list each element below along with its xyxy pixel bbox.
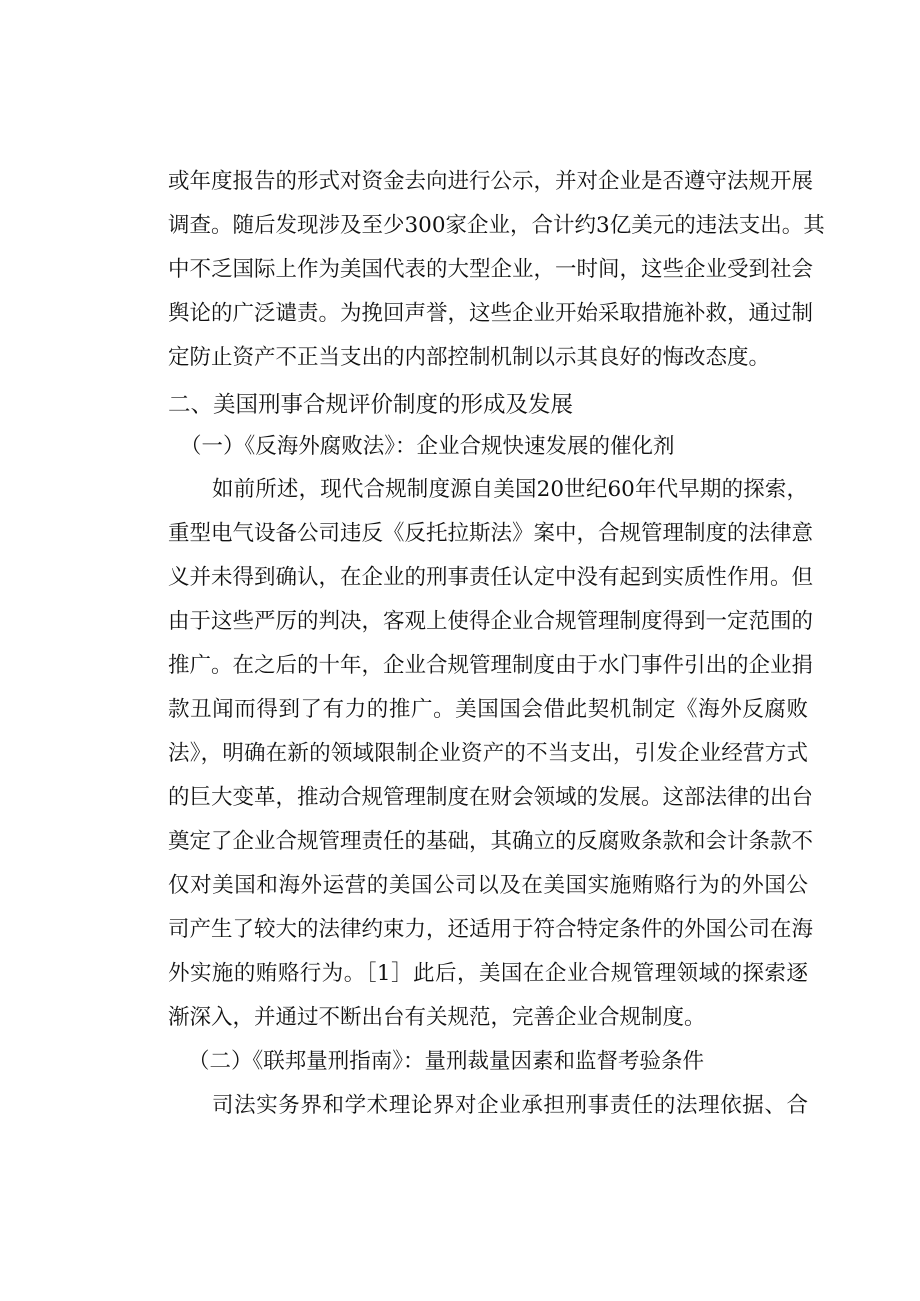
- paragraph2-line-8: 的巨大变革，推动合规管理制度在财会领域的发展。这部法律的出台: [168, 785, 814, 810]
- paragraph2-line-6: 款丑闻而得到了有力的推广。美国国会借此契机制定《海外反腐败: [168, 697, 808, 722]
- paragraph2-line-7: 法》，明确在新的领域限制企业资产的不当支出，引发企业经营方式: [168, 741, 808, 766]
- subsection2-heading: （二）《联邦量刑指南》：量刑裁量因素和监督考验条件: [188, 1049, 705, 1074]
- paragraph2-line-12: 外实施的贿赂行为。［1］此后，美国在企业合规管理领域的探索逐: [168, 961, 808, 986]
- paragraph1-line-5: 定防止资产不正当支出的内部控制机制以示其良好的悔改态度。: [168, 345, 771, 370]
- paragraph1-line-1: 或年度报告的形式对资金去向进行公示，并对企业是否遵守法规开展: [168, 169, 814, 194]
- paragraph2-line-1: 如前所述，现代合规制度源自美国20世纪60年代早期的探索，: [212, 477, 808, 502]
- section-heading: 二、美国刑事合规评价制度的形成及发展: [168, 392, 574, 418]
- paragraph1-line-4: 舆论的广泛谴责。为挽回声誉，这些企业开始采取措施补救，通过制: [168, 301, 814, 326]
- paragraph1-line-2: 调查。随后发现涉及至少300家企业，合计约3亿美元的违法支出。其: [168, 213, 825, 238]
- paragraph2-line-2: 重型电气设备公司违反《反托拉斯法》案中，合规管理制度的法律意: [168, 521, 814, 546]
- paragraph3-line-1: 司法实务界和学术理论界对企业承担刑事责任的法理依据、合: [212, 1093, 808, 1118]
- paragraph2-line-13: 渐深入，并通过不断出台有关规范，完善企业合规制度。: [168, 1005, 706, 1030]
- paragraph2-line-5: 推广。在之后的十年，企业合规管理制度由于水门事件引出的企业捐: [168, 653, 814, 678]
- paragraph2-line-3: 义并未得到确认，在企业的刑事责任认定中没有起到实质性作用。但: [168, 565, 814, 590]
- paragraph2-line-11: 司产生了较大的法律约束力，还适用于符合特定条件的外国公司在海: [168, 917, 814, 942]
- paragraph2-line-9: 奠定了企业合规管理责任的基础，其确立的反腐败条款和会计条款不: [168, 829, 814, 854]
- paragraph2-line-10: 仅对美国和海外运营的美国公司以及在美国实施贿赂行为的外国公: [168, 873, 808, 898]
- paragraph1-line-3: 中不乏国际上作为美国代表的大型企业，一时间，这些企业受到社会: [168, 257, 814, 282]
- subsection1-heading: （一）《反海外腐败法》：企业合规快速发展的催化剂: [180, 434, 675, 459]
- paragraph2-line-4: 由于这些严厉的判决，客观上使得企业合规管理制度得到一定范围的: [168, 609, 814, 634]
